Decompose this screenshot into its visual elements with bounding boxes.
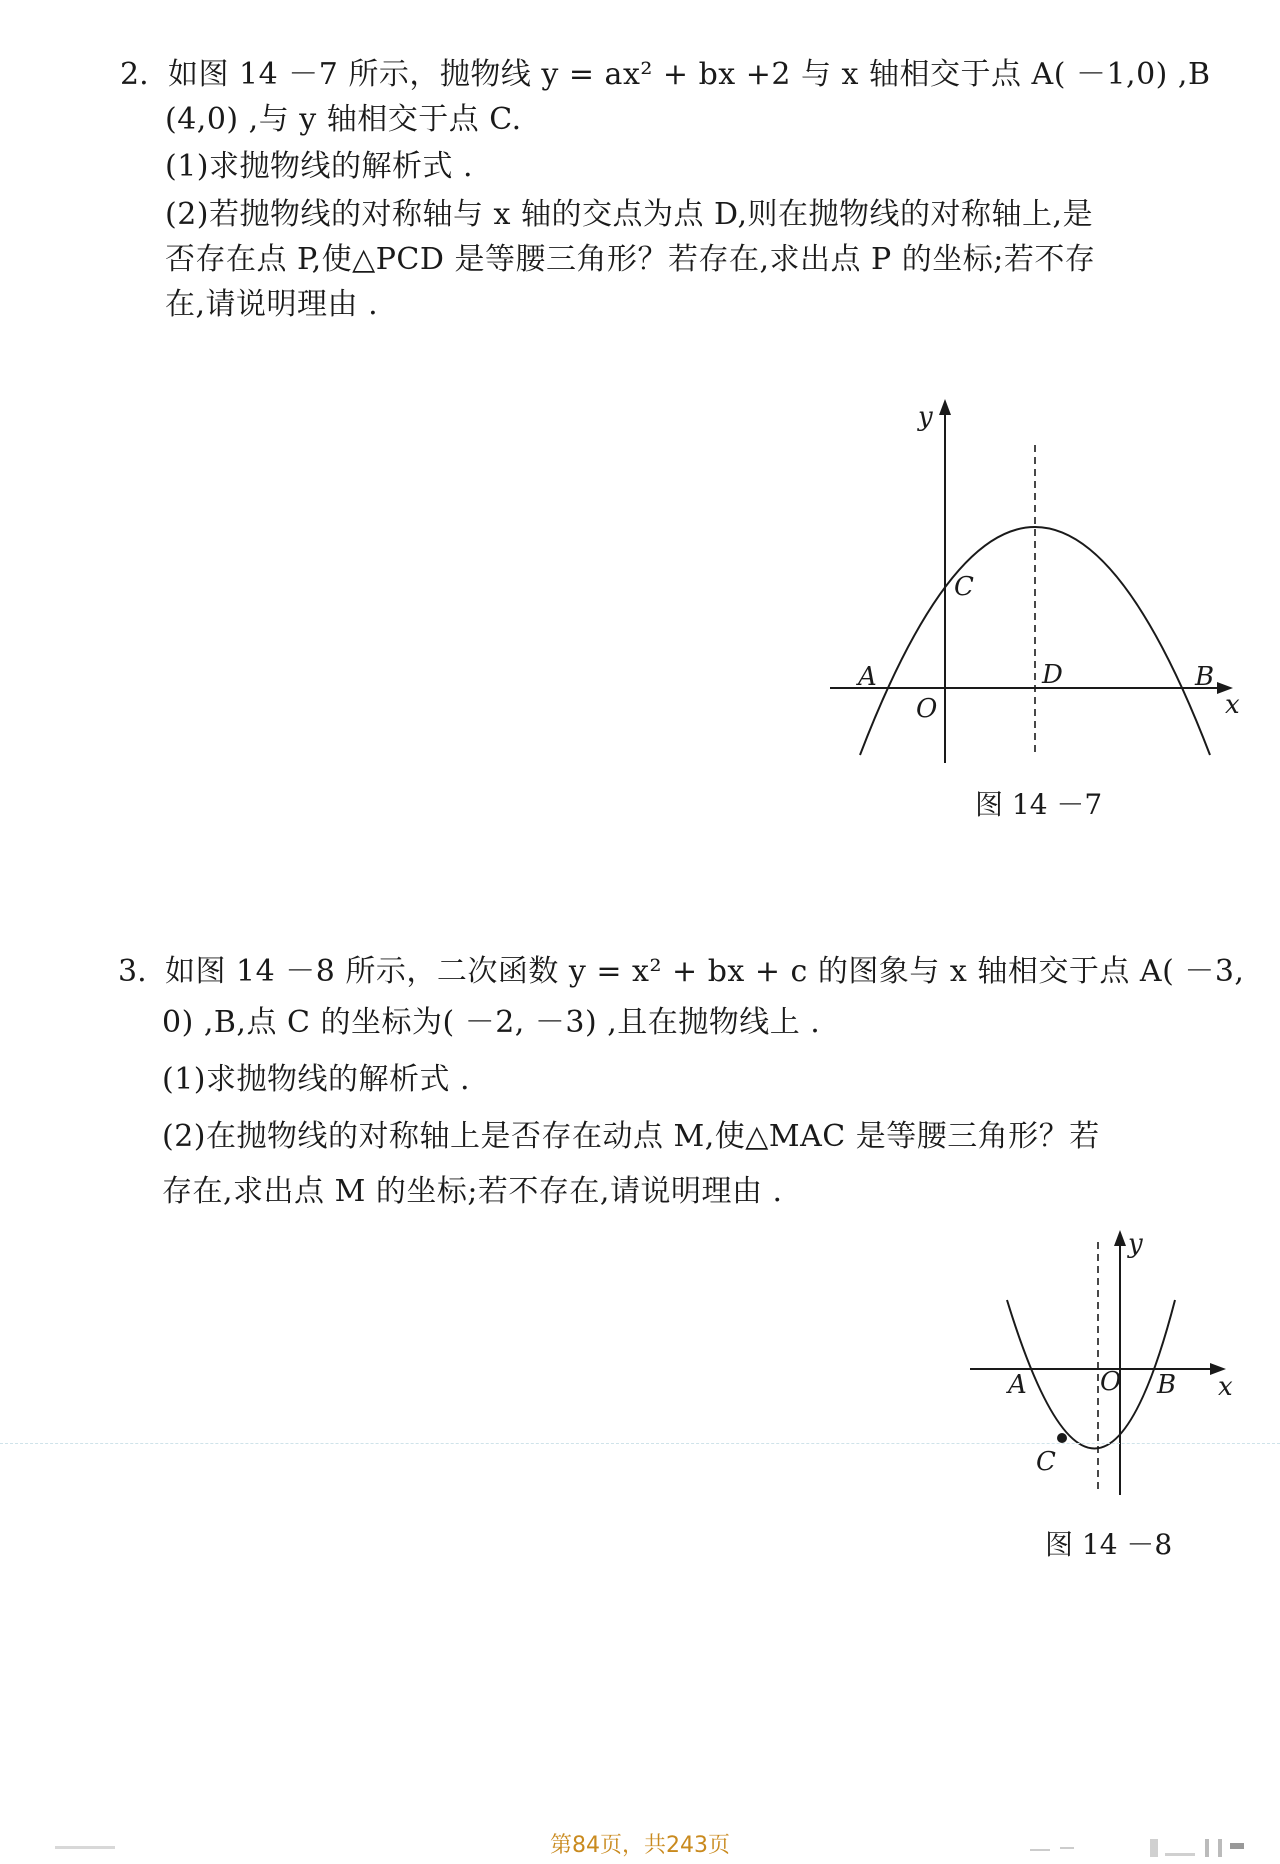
problem-3-line-4: (2)在抛物线的对称轴上是否存在动点 M,使△MAC 是等腰三角形？若 [162,1119,1100,1154]
problem-3-line-5: 存在,求出点 M 的坐标;若不存在,请说明理由 . [162,1174,783,1209]
label-B: B [1195,662,1215,692]
point-C [1057,1433,1067,1443]
problem-2-line-5: 否存在点 P,使△PCD 是等腰三角形？若存在,求出点 P 的坐标;若不存 [165,242,1096,277]
label-A: A [858,662,877,692]
label-O: O [1100,1367,1122,1397]
label-A: A [1008,1370,1027,1400]
figure-14-7-caption: 图 14 －7 [975,788,1103,821]
problem-2-line-6: 在,请说明理由 . [165,287,379,322]
y-axis-arrow [1114,1230,1126,1246]
label-C: C [1036,1447,1056,1477]
problem-3-line-2: 0) ,B,点 C 的坐标为( －2, －3) ,且在抛物线上 . [162,1005,821,1040]
figure-14-8-caption: 图 14 －8 [1045,1528,1173,1561]
problem-2-line-4: (2)若抛物线的对称轴与 x 轴的交点为点 D,则在抛物线的对称轴上,是 [165,197,1094,232]
problem-2-line-3: (1)求抛物线的解析式 . [165,149,474,184]
problem-3-line-3: (1)求抛物线的解析式 . [162,1062,471,1097]
problem-3-number: 3. [118,954,147,989]
y-axis-arrow [939,399,951,415]
label-y: y [918,402,933,432]
label-C: C [954,572,974,602]
page-footer: 第84页，共243页 [550,1833,730,1858]
problem-2-number: 2. [120,57,149,92]
label-O: O [916,694,938,724]
figure-14-7 [820,395,1260,775]
problem-2-line-1: 如图 14 －7 所示，抛物线 y = ax² + bx +2 与 x 轴相交于点 A( －1,0) ,B [168,57,1211,92]
parabola [1007,1300,1175,1449]
label-x: x [1225,690,1240,720]
problem-2-line-2: (4,0) ,与 y 轴相交于点 C. [165,102,522,137]
label-B: B [1157,1370,1177,1400]
page-fold-line [0,1443,1280,1444]
label-D: D [1042,660,1063,690]
problem-3-line-1: 如图 14 －8 所示，二次函数 y = x² + bx + c 的图象与 x 轴相交于点 A( －3, [165,954,1245,989]
label-x: x [1218,1372,1233,1402]
label-y: y [1128,1230,1143,1259]
figure-14-8 [960,1230,1250,1500]
